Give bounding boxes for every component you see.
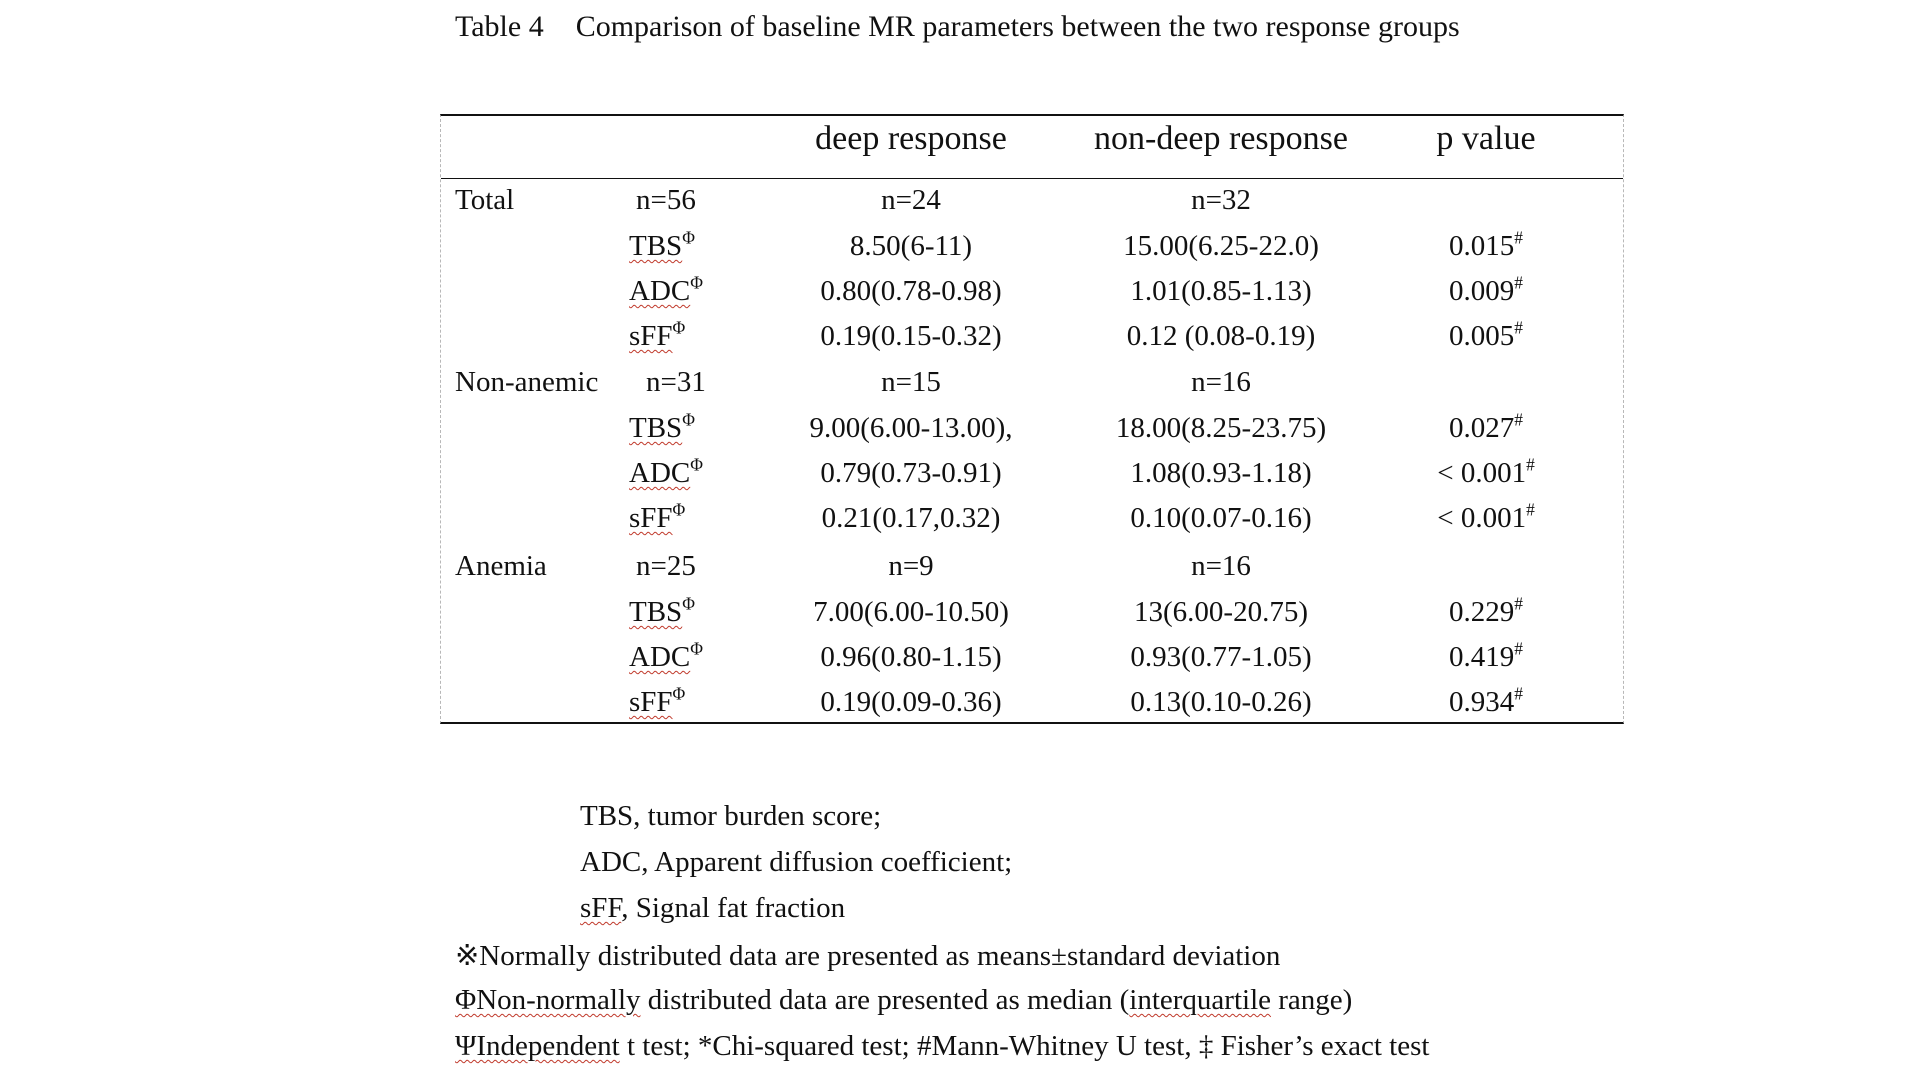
non-deep-response-value: 13(6.00-20.75) [1134, 596, 1308, 628]
table-caption [455, 10, 1460, 44]
group-nondeep-n: n=32 [1191, 184, 1251, 216]
p-value-cell [1437, 454, 1535, 489]
deep-response-value: 8.50(6-11) [849, 230, 973, 262]
p-value-superscript: # [1514, 593, 1523, 614]
parameter-superscript: Φ [690, 272, 703, 293]
table-title: Comparison of baseline MR parameters between the two response groups [575, 10, 1460, 43]
parameter-superscript: Φ [690, 638, 703, 659]
non-deep-response-value: 18.00(8.25-23.75) [1115, 412, 1327, 444]
p-value-cell [1449, 317, 1523, 352]
parameter-label: TBS [629, 596, 683, 628]
footnote-tests-a: ΨIndependent [455, 1030, 620, 1062]
parameter-label: sFF [629, 686, 673, 718]
parameter-superscript: Φ [682, 409, 695, 430]
parameter-name [629, 454, 703, 489]
parameter-superscript: Φ [690, 454, 703, 475]
p-value-cell [1449, 683, 1523, 718]
footnote-nonnormal-d: range) [1271, 984, 1353, 1016]
p-value: 0.005 [1449, 320, 1515, 352]
footnote-adc: ADC, Apparent diffusion coefficient; [580, 846, 1013, 878]
p-value: 0.015 [1449, 230, 1515, 262]
p-value: 0.027 [1449, 412, 1515, 444]
table-number: Table 4 [455, 10, 544, 43]
non-deep-response-value: 15.00(6.25-22.0) [1123, 230, 1319, 262]
footnote-nonnormal-a: ΦNon-normally [455, 984, 641, 1016]
deep-response-value: 0.96(0.80-1.15) [820, 641, 1002, 673]
non-deep-response-value: 1.08(0.93-1.18) [1130, 457, 1312, 489]
parameter-label: ADC [629, 641, 691, 673]
p-value-superscript: # [1514, 638, 1523, 659]
footnote-sff [580, 892, 845, 925]
footnote-nonnormal-b: distributed data are presented as median ( [640, 984, 1130, 1016]
p-value: < 0.001 [1437, 502, 1527, 534]
p-value: 0.009 [1449, 275, 1515, 307]
group-total-n: n=25 [636, 550, 696, 582]
parameter-label: sFF [629, 320, 673, 352]
p-value-superscript: # [1514, 317, 1523, 338]
p-value-cell [1437, 499, 1535, 534]
deep-response-value: 0.80(0.78-0.98) [820, 275, 1002, 307]
footnote-nonnormal [455, 984, 1352, 1017]
p-value: 0.229 [1449, 596, 1515, 628]
header-rule [441, 178, 1623, 179]
non-deep-response-value: 1.01(0.85-1.13) [1130, 275, 1312, 307]
parameter-name [629, 683, 686, 718]
parameter-name [629, 227, 695, 262]
p-value-superscript: # [1514, 683, 1523, 704]
p-value-superscript: # [1526, 499, 1535, 520]
group-total-n: n=56 [636, 184, 696, 216]
header-non-deep-response: non-deep response [1094, 120, 1348, 157]
deep-response-value: 0.19(0.09-0.36) [820, 686, 1002, 718]
p-value-cell [1449, 638, 1523, 673]
non-deep-response-value: 0.13(0.10-0.26) [1130, 686, 1312, 718]
footnote-normal: ※Normally distributed data are presented as means±standard deviation [455, 940, 1281, 972]
group-nondeep-n: n=16 [1191, 550, 1251, 582]
parameter-label: ADC [629, 457, 691, 489]
footnote-tests [455, 1030, 1429, 1063]
parameter-label: sFF [629, 502, 673, 534]
parameter-name [629, 317, 686, 352]
footnote-sff-desc: , Signal fat fraction [621, 892, 846, 924]
p-value: 0.934 [1449, 686, 1515, 718]
non-deep-response-value: 0.93(0.77-1.05) [1130, 641, 1312, 673]
parameter-label: TBS [629, 230, 683, 262]
parameter-superscript: Φ [682, 593, 695, 614]
parameter-superscript: Φ [682, 227, 695, 248]
deep-response-value: 0.21(0.17,0.32) [821, 502, 1001, 534]
footnote-sff-term: sFF [580, 892, 622, 924]
header-p-value: p value [1436, 120, 1536, 157]
group-total-n: n=31 [646, 366, 706, 398]
parameter-name [629, 272, 703, 307]
p-value-cell [1449, 227, 1523, 262]
parameter-name [629, 638, 703, 673]
p-value-superscript: # [1514, 409, 1523, 430]
parameter-label: TBS [629, 412, 683, 444]
parameter-superscript: Φ [672, 317, 686, 338]
group-name: Non-anemic [455, 366, 599, 398]
non-deep-response-value: 0.12 (0.08-0.19) [1126, 320, 1316, 352]
parameter-superscript: Φ [672, 683, 686, 704]
p-value-cell [1449, 272, 1523, 307]
group-deep-n: n=15 [881, 366, 941, 398]
group-nondeep-n: n=16 [1191, 366, 1251, 398]
p-value-cell [1449, 409, 1523, 444]
deep-response-value: 0.19(0.15-0.32) [820, 320, 1002, 352]
footnote-tbs: TBS, tumor burden score; [580, 800, 882, 832]
parameter-name [629, 593, 695, 628]
group-name: Total [455, 184, 515, 216]
non-deep-response-value: 0.10(0.07-0.16) [1130, 502, 1312, 534]
p-value: 0.419 [1449, 641, 1515, 673]
group-deep-n: n=24 [881, 184, 941, 216]
parameter-name [629, 499, 686, 534]
results-table [440, 114, 1624, 724]
parameter-label: ADC [629, 275, 691, 307]
p-value-superscript: # [1526, 454, 1535, 475]
deep-response-value: 9.00(6.00-13.00), [809, 412, 1013, 444]
p-value-superscript: # [1514, 227, 1523, 248]
deep-response-value: 0.79(0.73-0.91) [820, 457, 1002, 489]
group-name: Anemia [455, 550, 547, 582]
parameter-superscript: Φ [672, 499, 686, 520]
deep-response-value: 7.00(6.00-10.50) [813, 596, 1009, 628]
p-value: < 0.001 [1437, 457, 1527, 489]
p-value-superscript: # [1514, 272, 1523, 293]
header-deep-response: deep response [815, 120, 1007, 157]
p-value-cell [1449, 593, 1523, 628]
footnote-nonnormal-c: interquartile [1129, 984, 1271, 1016]
footnote-tests-b: t test; *Chi-squared test; #Mann-Whitney U test, ‡ Fisher’s exact test [619, 1030, 1430, 1062]
parameter-name [629, 409, 695, 444]
group-deep-n: n=9 [888, 550, 934, 582]
